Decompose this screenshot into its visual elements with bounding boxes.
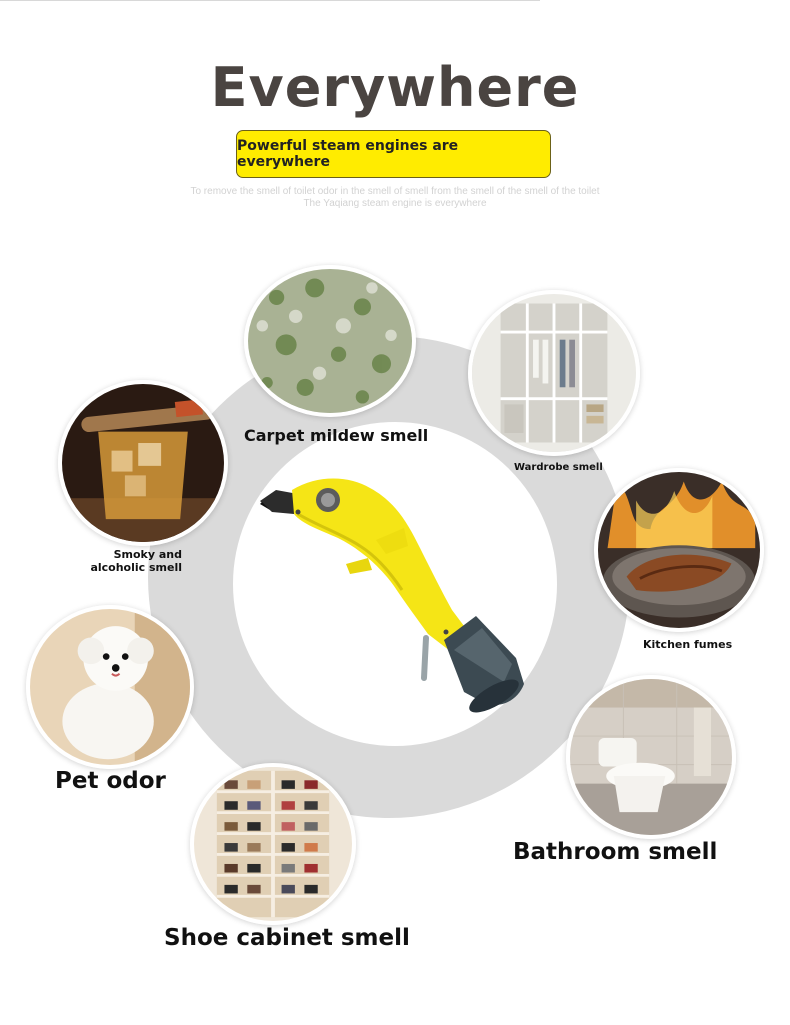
- page-title: Everywhere: [210, 56, 580, 119]
- pet-label: Pet odor: [55, 768, 166, 794]
- pet-photo: [26, 605, 194, 769]
- wardrobe-label: Wardrobe smell: [514, 462, 603, 473]
- banner: [236, 130, 551, 178]
- carpet-label: Carpet mildew smell: [244, 426, 429, 445]
- top-divider: [0, 0, 540, 1]
- subtext: [0, 186, 790, 210]
- smoky-label: [60, 548, 182, 574]
- steam-cleaner-image: [258, 468, 538, 718]
- carpet-photo: [244, 265, 416, 417]
- shoe-cabinet-photo: [190, 763, 356, 925]
- subtext-line-1: To remove the smell of toilet odor in the smell of smell from the smell of the smell of the toilet: [190, 186, 600, 197]
- bathroom-label: Bathroom smell: [513, 839, 718, 865]
- shoe-cabinet-label: Shoe cabinet smell: [164, 925, 410, 951]
- bathroom-photo: [566, 675, 736, 839]
- subtext-line-2: The Yaqiang steam engine is everywhere: [303, 198, 487, 209]
- kitchen-photo: [594, 468, 764, 632]
- banner-text: Powerful steam engines are everywhere: [237, 138, 459, 170]
- smoky-label-text: Smoky and alcoholic smell: [90, 548, 182, 574]
- kitchen-label: Kitchen fumes: [643, 638, 733, 651]
- wardrobe-photo: [468, 290, 640, 456]
- smoky-photo: [58, 380, 228, 546]
